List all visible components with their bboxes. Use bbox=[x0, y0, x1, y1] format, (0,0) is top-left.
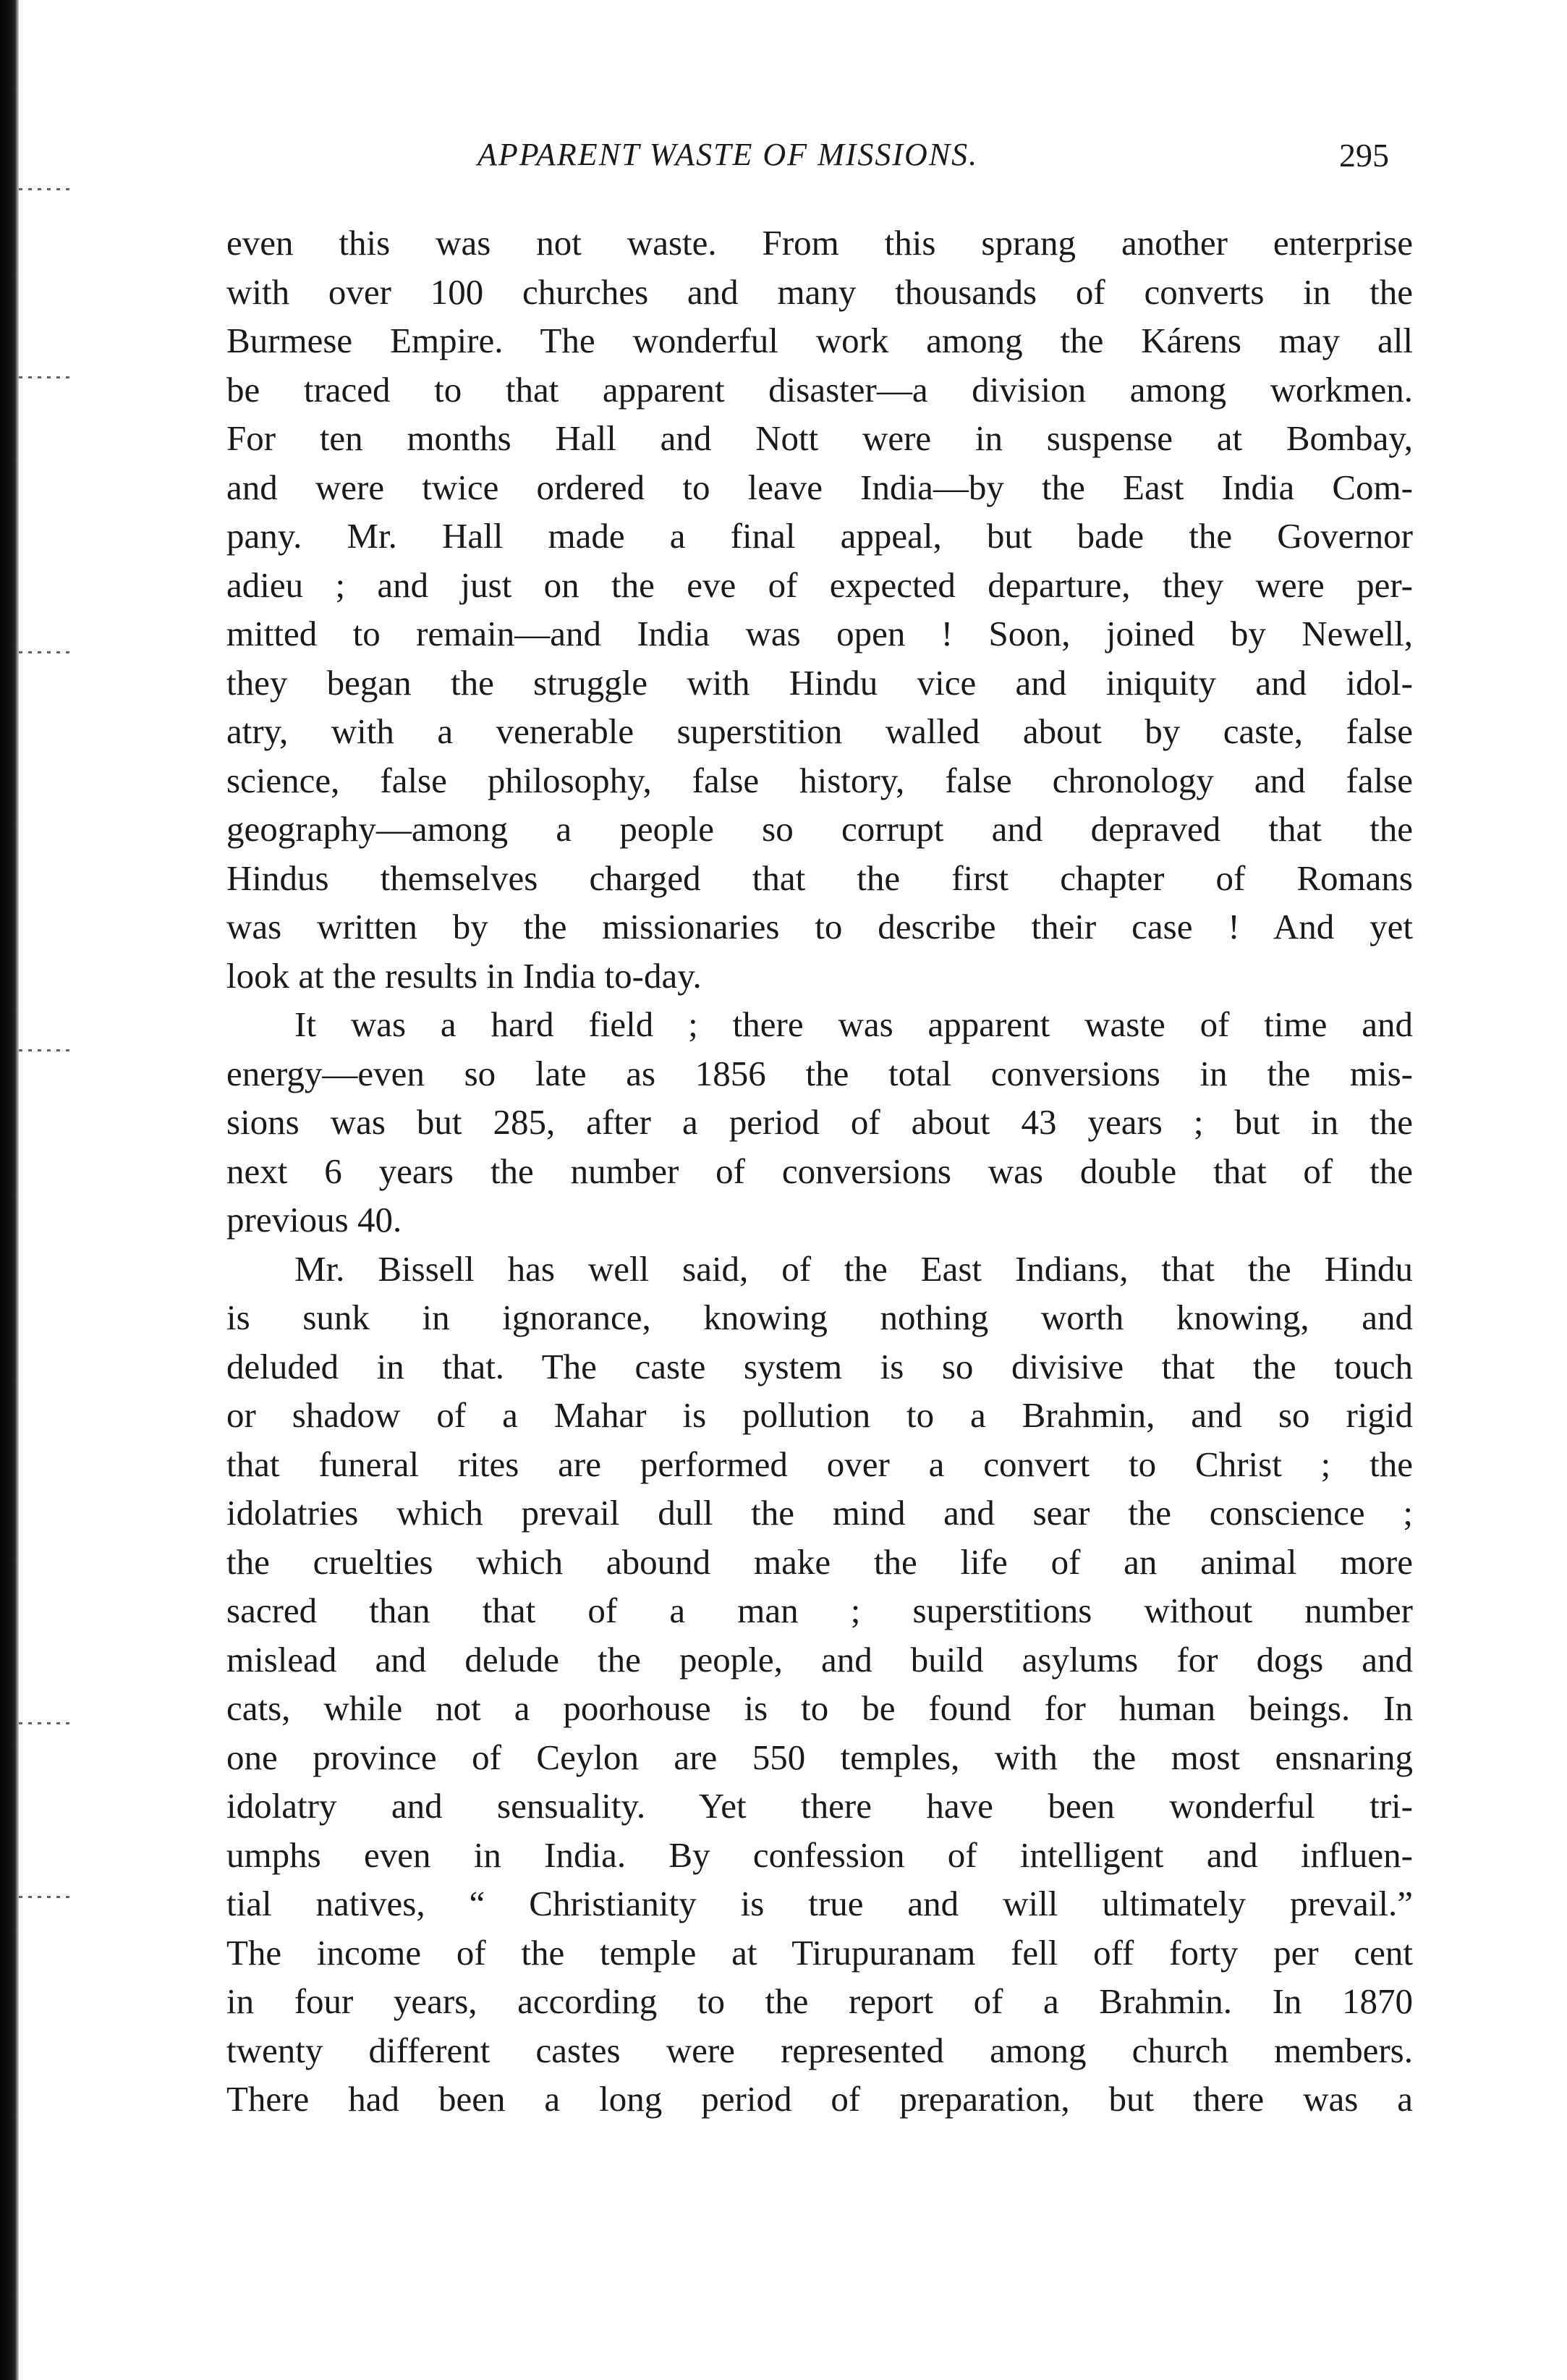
text-line: is sunk in ignorance, knowing nothing worth knowing, and bbox=[226, 1297, 1413, 1337]
binding-speck bbox=[19, 1896, 69, 1898]
binding-speck bbox=[19, 376, 69, 378]
text-line: the cruelties which abound make the life of an animal more bbox=[226, 1541, 1413, 1582]
text-line: with over 100 churches and many thousands of converts in the bbox=[226, 271, 1413, 312]
text-line: idolatries which prevail dull the mind and sear the conscience ; bbox=[226, 1493, 1413, 1533]
text-line: idolatry and sensuality. Yet there have been wonderful tri- bbox=[226, 1786, 1413, 1826]
binding-speck bbox=[19, 1049, 69, 1051]
text-line: umphs even in India. By confession of intelligent and influen- bbox=[226, 1834, 1413, 1875]
text-line: energy—even so late as 1856 the total conversions in the mis- bbox=[226, 1053, 1413, 1093]
text-line: next 6 years the number of conversions was double that of the bbox=[226, 1151, 1413, 1191]
text-line: atry, with a venerable superstition walled about by caste, false bbox=[226, 711, 1413, 751]
running-head: APPARENT WASTE OF MISSIONS. bbox=[477, 137, 979, 172]
body-text bbox=[226, 219, 1413, 2124]
text-line: and were twice ordered to leave India—by the East India Com- bbox=[226, 467, 1413, 507]
text-line: twenty different castes were represented among church members. bbox=[226, 2030, 1413, 2070]
text-line: The income of the temple at Tirupuranam fell off forty per cent bbox=[226, 1932, 1413, 1973]
text-line: Mr. Bissell has well said, of the East Indians, that the Hindu bbox=[294, 1248, 1413, 1289]
text-line: mitted to remain—and India was open ! Soon, joined by Newell, bbox=[226, 614, 1413, 653]
text-line: For ten months Hall and Nott were in suspense at Bombay, bbox=[226, 418, 1413, 458]
text-line: look at the results in India to-day. bbox=[226, 955, 702, 996]
text-line: pany. Mr. Hall made a final appeal, but bade the Governor bbox=[226, 516, 1413, 556]
text-line: be traced to that apparent disaster—a division among workmen. bbox=[226, 369, 1413, 410]
text-line: cats, while not a poorhouse is to be found for human beings. In bbox=[226, 1688, 1413, 1728]
text-line: There had been a long period of preparation, but there was a bbox=[226, 2079, 1413, 2119]
text-line: in four years, according to the report of a Brahmin. In 1870 bbox=[226, 1981, 1413, 2021]
binding-edge bbox=[0, 0, 19, 2380]
page-number: 295 bbox=[1339, 137, 1389, 174]
text-line: even this was not waste. From this sprang another enterprise bbox=[226, 223, 1413, 263]
text-line: adieu ; and just on the eve of expected departure, they were per- bbox=[226, 564, 1413, 605]
text-line: or shadow of a Mahar is pollution to a Brahmin, and so rigid bbox=[226, 1395, 1413, 1435]
text-line: they began the struggle with Hindu vice and iniquity and idol- bbox=[226, 662, 1413, 703]
binding-speck bbox=[19, 188, 69, 190]
text-line: one province of Ceylon are 550 temples, with the most ensnaring bbox=[226, 1737, 1413, 1777]
binding-speck bbox=[19, 651, 69, 653]
text-line: sions was but 285, after a period of about 43 years ; but in the bbox=[226, 1102, 1413, 1142]
text-line: It was a hard field ; there was apparent waste of time and bbox=[294, 1004, 1413, 1044]
text-line: deluded in that. The caste system is so divisive that the touch bbox=[226, 1346, 1413, 1386]
binding-speck bbox=[19, 1722, 69, 1724]
text-line: science, false philosophy, false history, false chronology and false bbox=[226, 760, 1413, 800]
text-line: Hindus themselves charged that the first chapter of Romans bbox=[226, 857, 1413, 898]
text-line: geography—among a people so corrupt and depraved that the bbox=[226, 809, 1413, 849]
page-header bbox=[232, 123, 1418, 181]
text-line: Burmese Empire. The wonderful work among the Kárens may all bbox=[226, 321, 1413, 360]
text-line: was written by the missionaries to describe their case ! And yet bbox=[226, 907, 1413, 947]
text-line: mislead and delude the people, and build asylums for dogs and bbox=[226, 1639, 1413, 1680]
text-line: that funeral rites are performed over a convert to Christ ; the bbox=[226, 1444, 1413, 1484]
text-line: sacred than that of a man ; superstitions without number bbox=[226, 1591, 1413, 1630]
text-line: previous 40. bbox=[226, 1200, 402, 1240]
text-line: tial natives, “ Christianity is true and will ultimately prevail.” bbox=[226, 1884, 1413, 1923]
